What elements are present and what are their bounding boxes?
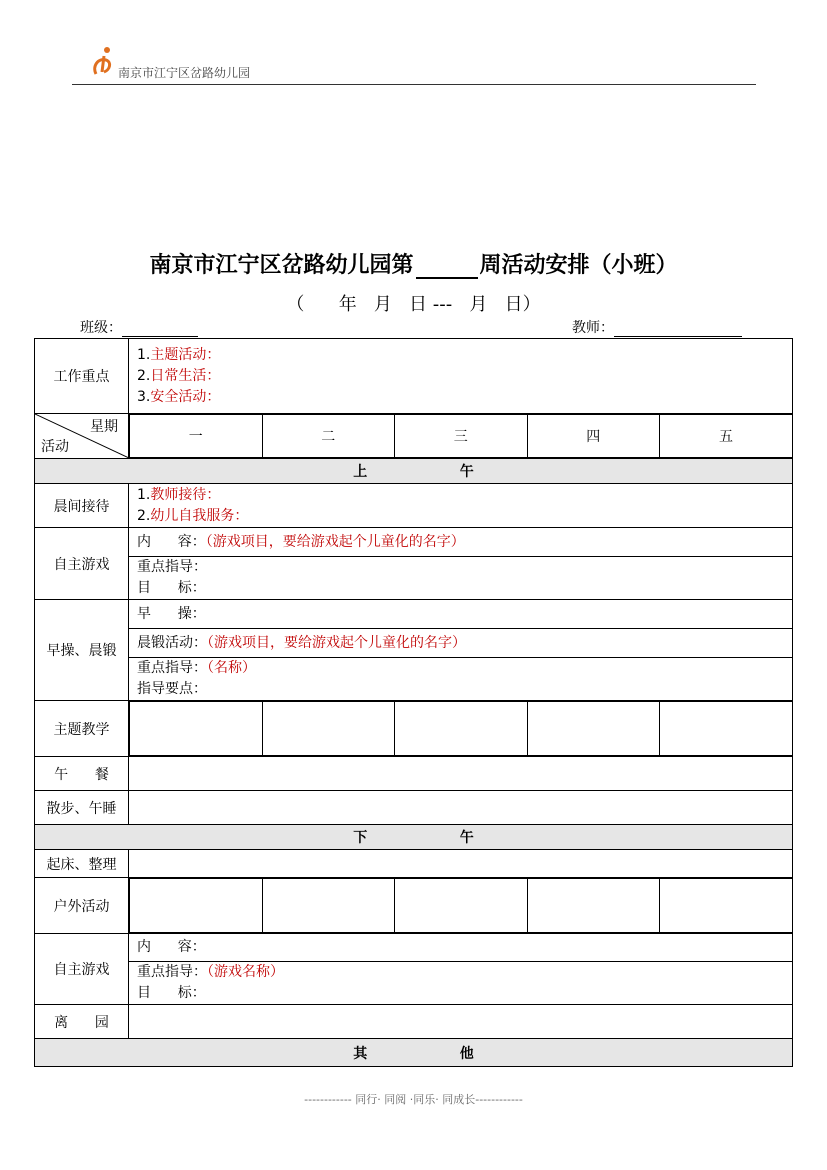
morning-reception-row — [35, 484, 793, 528]
day-fri: 五 — [660, 415, 793, 458]
day-thu: 四 — [527, 415, 660, 458]
afternoon-section-row — [35, 825, 793, 850]
theme-cell-tue[interactable] — [262, 702, 395, 756]
outdoor-cell-wed[interactable] — [395, 879, 528, 933]
theme-cell-mon[interactable] — [130, 702, 263, 756]
work-focus-item: 2.日常生活： — [137, 367, 221, 384]
leave-row — [35, 1005, 793, 1039]
class-input[interactable] — [122, 320, 198, 337]
page-footer: ------------ 同行· 同阅 ·同乐· 同成长------------ — [304, 1093, 523, 1106]
work-focus-content[interactable] — [129, 339, 793, 414]
reception-item: 1.教师接待： — [137, 486, 221, 503]
exercise-row — [35, 600, 793, 701]
outdoor-cell-mon[interactable] — [130, 879, 263, 933]
activity-label: 活动 — [41, 439, 69, 455]
title-suffix: 周活动安排（小班） — [479, 253, 678, 278]
week-label: 星期 — [90, 419, 118, 435]
weekday-header-row — [35, 414, 793, 459]
class-field — [80, 317, 198, 337]
day-wed: 三 — [395, 415, 528, 458]
nap-row — [35, 791, 793, 825]
theme-cell-wed[interactable] — [395, 702, 528, 756]
wakeup-label: 起床、整理 — [35, 850, 129, 878]
other-section-label: 其 他 — [35, 1039, 793, 1067]
theme-teaching-row — [35, 701, 793, 757]
wakeup-content[interactable] — [129, 850, 793, 878]
leave-content[interactable] — [129, 1005, 793, 1039]
other-section-row — [35, 1039, 793, 1067]
lunch-label: 午 餐 — [35, 757, 129, 791]
theme-cell-thu[interactable] — [527, 702, 660, 756]
teacher-input[interactable] — [614, 320, 742, 337]
morning-reception-content[interactable] — [129, 484, 793, 528]
outdoor-cell-fri[interactable] — [660, 879, 793, 933]
outdoor-label: 户外活动 — [35, 878, 129, 934]
teacher-label: 教师： — [572, 320, 614, 336]
theme-teaching-label: 主题教学 — [35, 701, 129, 757]
exercise-label: 早操、晨锻 — [35, 600, 129, 701]
outdoor-row — [35, 878, 793, 934]
day-mon: 一 — [130, 415, 263, 458]
afternoon-section-label: 下 午 — [35, 825, 793, 850]
free-play-am-guide[interactable]: 重点指导： 目 标： — [137, 558, 207, 596]
morning-reception-label: 晨间接待 — [35, 484, 129, 528]
morning-section-row — [35, 459, 793, 484]
page-title — [0, 248, 827, 279]
page-header — [72, 44, 756, 85]
leave-label: 离 园 — [35, 1005, 129, 1039]
theme-cell-fri[interactable] — [660, 702, 793, 756]
work-focus-row — [35, 339, 793, 414]
nap-label: 散步、午睡 — [35, 791, 129, 825]
exercise-morning[interactable]: 早 操： — [129, 600, 792, 629]
diagonal-header-cell — [35, 414, 129, 459]
nap-content[interactable] — [129, 791, 793, 825]
free-play-am-content[interactable]: 内 容：（游戏项目，要给游戏起个儿童化的名字） — [129, 529, 792, 557]
wakeup-row — [35, 850, 793, 878]
school-logo-icon — [90, 44, 116, 76]
work-focus-item: 3.安全活动： — [137, 388, 221, 405]
lunch-row — [35, 757, 793, 791]
class-label: 班级： — [80, 320, 122, 336]
free-play-pm-content[interactable]: 内 容： — [129, 935, 792, 962]
date-range: （ 年 月 日 --- 月 日） — [286, 294, 541, 315]
exercise-guide[interactable]: 重点指导：（名称） 指导要点： — [137, 660, 256, 697]
schedule-table — [34, 338, 793, 1067]
exercise-activity[interactable]: 晨锻活动：（游戏项目，要给游戏起个儿童化的名字） — [129, 629, 792, 658]
lunch-content[interactable] — [129, 757, 793, 791]
morning-section-label: 上 午 — [35, 459, 793, 484]
free-play-pm-guide[interactable]: 重点指导：（游戏名称） 目 标： — [137, 963, 284, 1001]
teacher-field — [572, 317, 742, 337]
free-play-am-row — [35, 528, 793, 600]
week-number-blank[interactable] — [416, 255, 478, 279]
outdoor-cell-thu[interactable] — [527, 879, 660, 933]
title-prefix: 南京市江宁区岔路幼儿园第 — [149, 253, 414, 278]
work-focus-label: 工作重点 — [35, 339, 129, 414]
free-play-pm-label: 自主游戏 — [35, 934, 129, 1005]
reception-item: 2.幼儿自我服务： — [137, 507, 249, 524]
day-tue: 二 — [262, 415, 395, 458]
outdoor-cell-tue[interactable] — [262, 879, 395, 933]
free-play-am-label: 自主游戏 — [35, 528, 129, 600]
school-name: 南京市江宁区岔路幼儿园 — [118, 66, 251, 80]
free-play-pm-row — [35, 934, 793, 1005]
work-focus-item: 1.主题活动： — [137, 346, 221, 363]
